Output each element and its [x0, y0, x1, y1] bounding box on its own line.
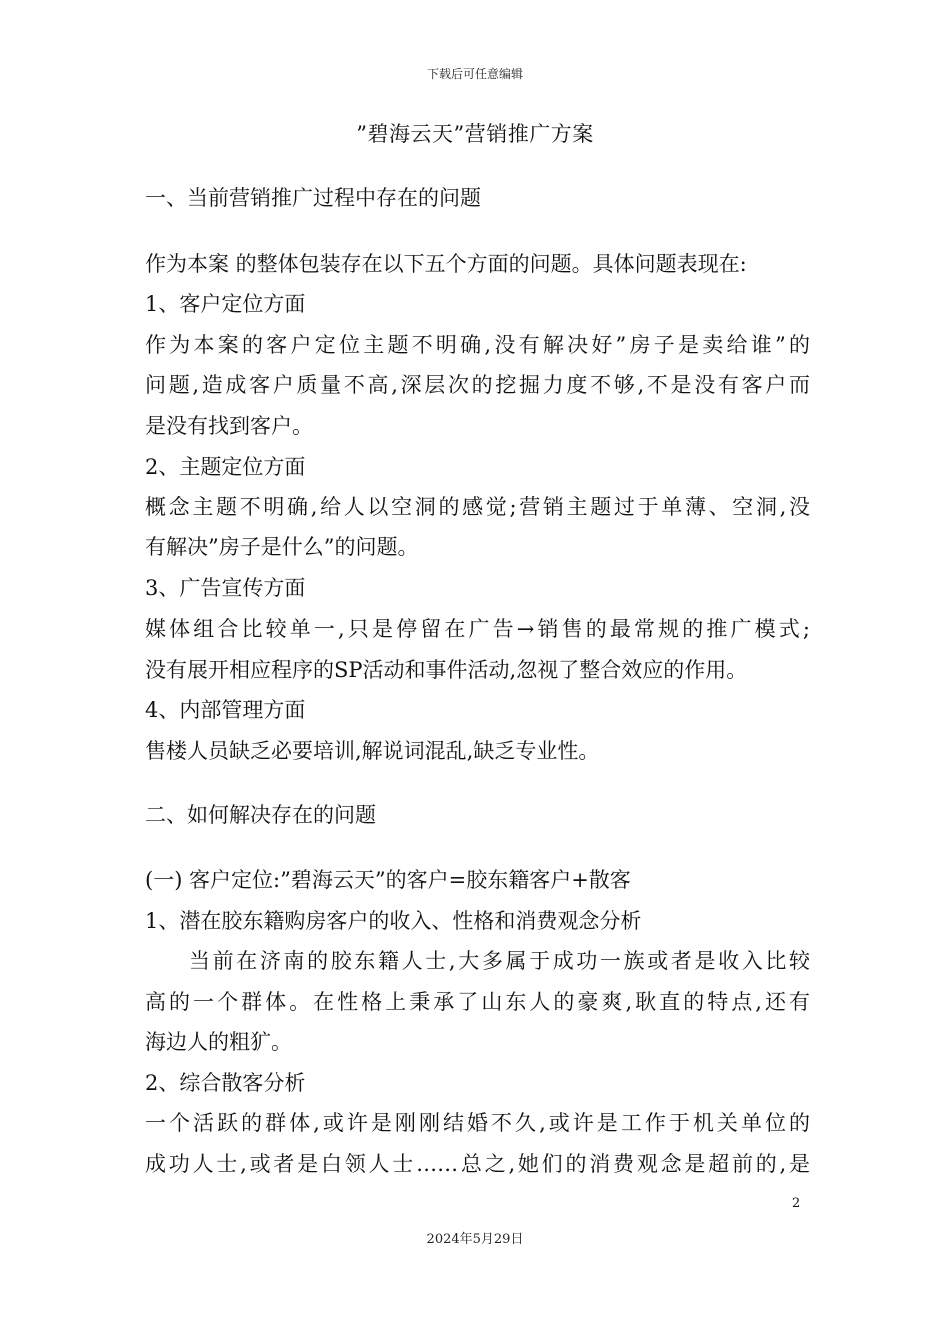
page-footer-date: 2024年5月29日	[426, 1232, 524, 1247]
subsection-heading: 3、广告宣传方面	[145, 576, 306, 600]
paragraph-line: 高的一个群体。在性格上秉承了山东人的豪爽,耿直的特点,还有	[145, 990, 810, 1014]
subsection-heading: 2、主题定位方面	[145, 455, 306, 479]
page-number: 2	[792, 1196, 801, 1211]
document-title: ”碧海云天”营销推广方案	[356, 122, 594, 146]
paragraph-line: 问题,造成客户质量不高,深层次的挖掘力度不够,不是没有客户而	[145, 373, 810, 397]
paragraph-line: 售楼人员缺乏必要培训,解说词混乱,缺乏专业性。	[145, 739, 600, 763]
subsection-heading: 2、综合散客分析	[145, 1071, 306, 1095]
paragraph-line: 作为本案的客户定位主题不明确,没有解决好”房子是卖给谁”的	[145, 333, 810, 357]
paragraph-line: 成功人士,或者是白领人士……总之,她们的消费观念是超前的,是	[145, 1152, 810, 1176]
section-heading: 一、当前营销推广过程中存在的问题	[145, 186, 481, 210]
subsection-heading: 1、客户定位方面	[145, 292, 306, 316]
section-heading: 二、如何解决存在的问题	[145, 803, 376, 827]
paragraph-line: 海边人的粗犷。	[145, 1030, 292, 1054]
paragraph-line: 有解决”房子是什么”的问题。	[145, 535, 419, 559]
paragraph-line: 媒体组合比较单一,只是停留在广告→销售的最常规的推广模式;	[145, 617, 810, 641]
paragraph-line: 没有展开相应程序的SP活动和事件活动,忽视了整合效应的作用。	[145, 658, 748, 682]
subsection-heading: (一) 客户定位:”碧海云天”的客户=胶东籍客户+散客	[145, 868, 631, 892]
paragraph-line: 是没有找到客户。	[145, 414, 313, 438]
paragraph-line: 作为本案 的整体包装存在以下五个方面的问题。具体问题表现在:	[145, 252, 747, 276]
page-header: 下载后可任意编辑	[426, 67, 523, 81]
paragraph-line: 一个活跃的群体,或许是刚刚结婚不久,或许是工作于机关单位的	[145, 1111, 810, 1135]
subsection-heading: 4、内部管理方面	[145, 698, 306, 722]
paragraph-line: 概念主题不明确,给人以空洞的感觉;营销主题过于单薄、空洞,没	[145, 495, 810, 519]
subsection-heading: 1、潜在胶东籍购房客户的收入、性格和消费观念分析	[145, 909, 642, 933]
paragraph-line: 当前在济南的胶东籍人士,大多属于成功一族或者是收入比较	[189, 949, 810, 973]
